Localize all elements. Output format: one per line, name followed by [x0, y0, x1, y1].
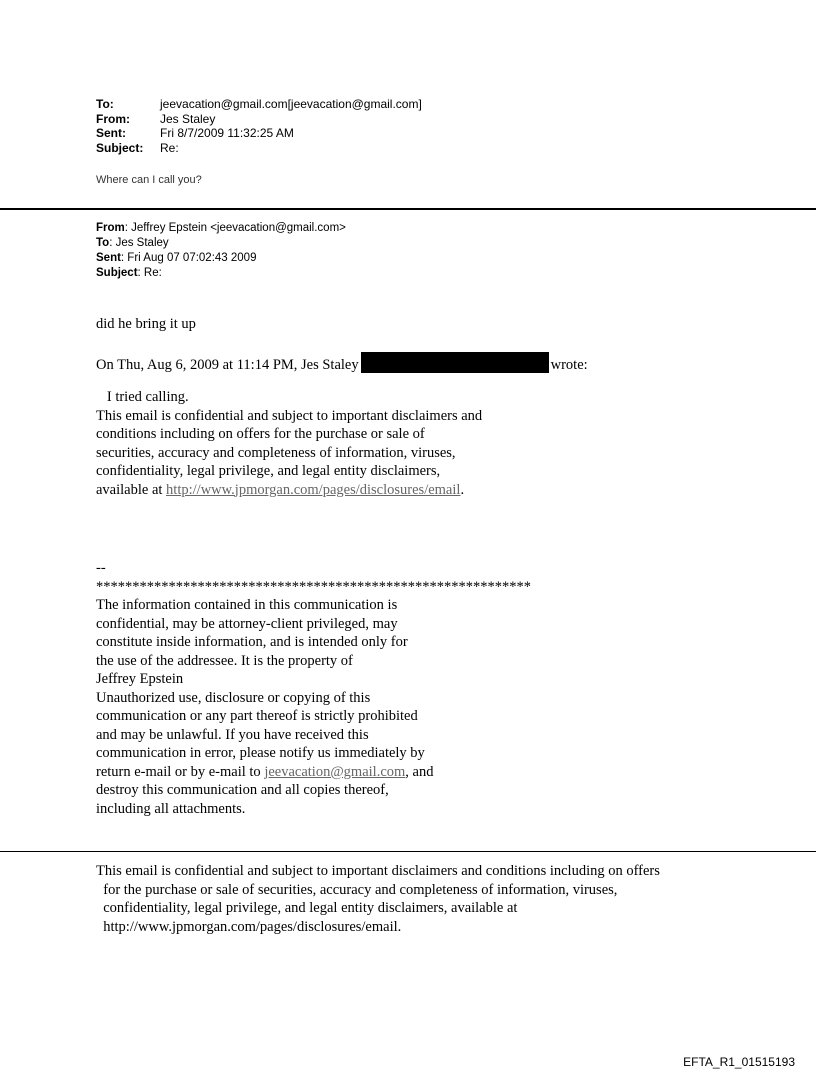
- quoted-subject-value: : Re:: [137, 267, 162, 279]
- to-value: jeevacation@gmail.com[jeevacation@gmail.com]: [160, 97, 422, 111]
- disclaimer-line: [96, 481, 482, 500]
- quoted-to-value: : Jes Staley: [109, 237, 169, 249]
- signature-block: [96, 559, 531, 818]
- header-divider: [0, 208, 816, 210]
- disclaimer-line: conditions including on offers for the purchase or sale of: [96, 426, 425, 442]
- to-label: To:: [96, 97, 114, 111]
- sent-row: [96, 126, 422, 141]
- on-wrote-prefix: On Thu, Aug 6, 2009 at 11:14 PM, Jes Staley: [96, 357, 359, 373]
- quoted-from-row: [96, 221, 346, 236]
- quoted-subject-row: [96, 266, 346, 281]
- footer-line: http://www.jpmorgan.com/pages/disclosures/email.: [96, 918, 402, 935]
- quoted-subject-label: Subject: [96, 267, 138, 279]
- footer-line: This email is confidential and subject to important disclaimers and conditions including on offers: [96, 863, 660, 879]
- email-link[interactable]: jeevacation@gmail.com: [264, 763, 406, 780]
- quoted-text: I tried calling.: [96, 389, 189, 405]
- footer-line: for the purchase or sale of securities, accuracy and completeness of information, viruses,: [96, 881, 618, 898]
- signature-stars: ************************************************************: [96, 578, 531, 595]
- disclaimer-suffix: .: [460, 481, 465, 498]
- email-header: [96, 97, 422, 155]
- signature-line: confidential, may be attorney-client privileged, may: [96, 615, 398, 632]
- quoted-sent-label: Sent: [96, 252, 121, 264]
- on-wrote-suffix: wrote:: [550, 357, 588, 373]
- quoted-to-row: [96, 236, 346, 251]
- sent-value: Fri 8/7/2009 11:32:25 AM: [160, 126, 294, 140]
- disclosures-link[interactable]: http://www.jpmorgan.com/pages/disclosures/email: [166, 481, 461, 498]
- quoted-from-label: From: [96, 222, 125, 234]
- signature-dashes: --: [96, 560, 106, 576]
- signature-line: communication or any part thereof is strictly prohibited: [96, 708, 418, 724]
- redaction-box: [361, 352, 549, 373]
- disclaimer-line: securities, accuracy and completeness of information, viruses,: [96, 444, 456, 461]
- quoted-sent-row: [96, 251, 346, 266]
- signature-line: and may be unlawful. If you have received this: [96, 726, 369, 743]
- signature-line: including all attachments.: [96, 800, 246, 817]
- subject-label: Subject:: [96, 140, 144, 155]
- to-row: [96, 97, 422, 112]
- bates-number: EFTA_R1_01515193: [683, 1055, 795, 1069]
- footer-divider: [0, 851, 816, 852]
- sent-label: Sent:: [96, 126, 126, 140]
- quoted-header: [96, 221, 346, 281]
- from-row: [96, 112, 422, 127]
- quoted-to-label: To: [96, 237, 110, 249]
- quoted-from-value: : Jeffrey Epstein <jeevacation@gmail.com>: [124, 222, 346, 234]
- message-line: did he bring it up: [96, 316, 196, 332]
- return-prefix: return e-mail or by e-mail to: [96, 763, 265, 780]
- footer-disclaimer: [96, 862, 660, 936]
- subject-value: Re:: [160, 140, 179, 155]
- signature-line: the use of the addressee. It is the property of: [96, 652, 353, 669]
- disclaimer-line: This email is confidential and subject to important disclaimers and: [96, 407, 483, 424]
- signature-line: communication in error, please notify us immediately by: [96, 745, 425, 761]
- footer-line: confidentiality, legal privilege, and legal entity disclaimers, available at: [96, 900, 518, 916]
- signature-line: Unauthorized use, disclosure or copying of this: [96, 689, 371, 706]
- signature-line: [96, 763, 531, 782]
- greeting-text: Where can I call you?: [96, 174, 202, 186]
- disclaimer-prefix: available at: [96, 481, 167, 498]
- return-suffix: , and: [405, 763, 434, 780]
- from-value: Jes Staley: [160, 111, 216, 126]
- quoted-sent-value: : Fri Aug 07 07:02:43 2009: [120, 252, 257, 264]
- signature-line: constitute inside information, and is intended only for: [96, 634, 408, 650]
- signature-line: The information contained in this communication is: [96, 597, 398, 613]
- from-label: From:: [96, 111, 130, 126]
- disclaimer-line: confidentiality, legal privilege, and legal entity disclaimers,: [96, 463, 441, 479]
- signature-line: Jeffrey Epstein: [96, 671, 184, 687]
- signature-line: destroy this communication and all copies thereof,: [96, 782, 389, 798]
- quoted-message: [96, 388, 482, 499]
- subject-row: [96, 141, 422, 156]
- on-wrote-line: [96, 352, 588, 375]
